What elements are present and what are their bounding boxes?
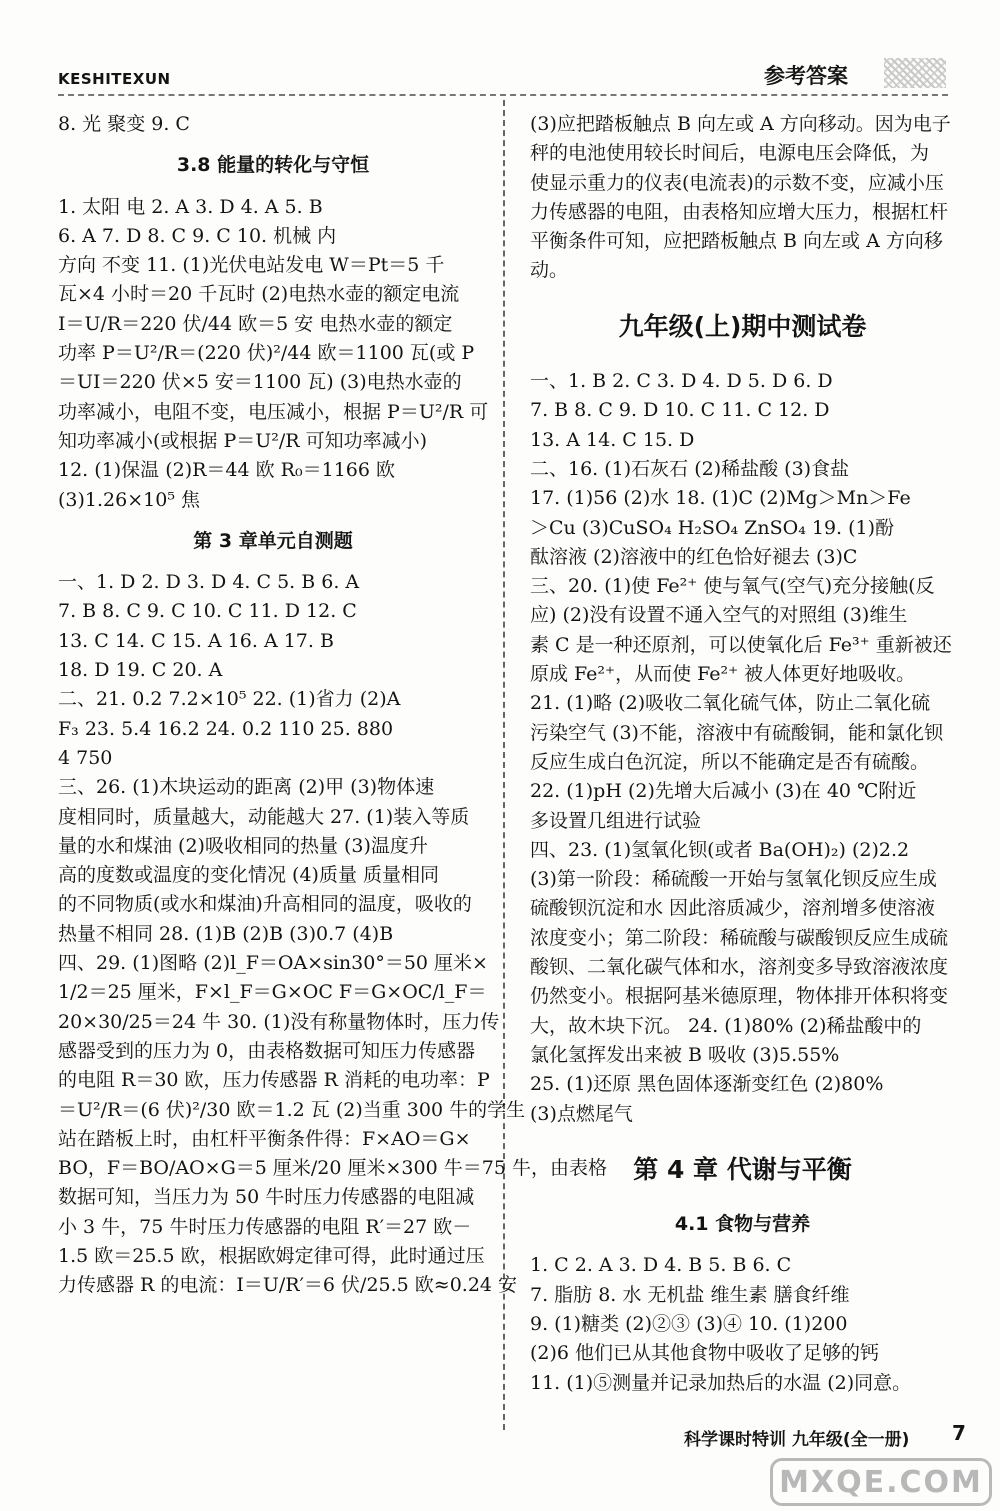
answer-line: 13. A 14. C 15. D [530, 428, 695, 451]
header-rule [58, 94, 948, 96]
answer-line: 三、20. (1)使 Fe²⁺ 使与氧气(空气)充分接触(反 [530, 575, 935, 598]
answer-line: 7. B 8. C 9. D 10. C 11. C 12. D [530, 399, 830, 422]
answer-line: 四、29. (1)图略 (2)l_F＝OA×sin30°＝50 厘米× [58, 952, 488, 975]
answer-line: 1.5 欧＝25.5 欧，根据欧姆定律可得，此时通过压 [58, 1244, 485, 1267]
answer-line: 多设置几组进行试验 [530, 809, 702, 832]
header-title: 参考答案 [764, 64, 848, 88]
answer-line: 12. (1)保温 (2)R＝44 欧 R₀＝1166 欧 [58, 459, 395, 482]
section-heading: 4.1 食物与营养 [674, 1213, 811, 1236]
footer-page-number: 7 [952, 1421, 966, 1445]
answer-line: 热量不相同 28. (1)B (2)B (3)0.7 (4)B [58, 922, 394, 945]
answer-line: 7. B 8. C 9. C 10. C 11. D 12. C [58, 600, 357, 623]
answer-line: ＞Cu (3)CuSO₄ H₂SO₄ ZnSO₄ 19. (1)酚 [530, 516, 895, 539]
answer-line: 21. (1)略 (2)吸收二氧化硫气体，防止二氧化硫 [530, 692, 931, 715]
answer-line: 4 750 [58, 746, 113, 769]
answer-line: 方向 不变 11. (1)光伏电站发电 W＝Pt＝5 千 [58, 254, 445, 277]
section-heading: 第 3 章单元自测题 [193, 529, 353, 552]
answer-line: F₃ 23. 5.4 16.2 24. 0.2 110 25. 880 [58, 717, 394, 740]
answer-line: 感器受到的压力为 0，由表格数据可知压力传感器 [58, 1039, 476, 1062]
chapter-heading: 第 4 章 代谢与平衡 [633, 1154, 852, 1184]
chapter-heading: 九年级(上)期中测试卷 [618, 311, 867, 341]
answer-line: 22. (1)pH (2)先增大后减小 (3)在 40 ℃附近 [530, 780, 917, 803]
answer-line: 氯化氢挥发出来被 B 吸收 (3)5.55% [530, 1043, 840, 1066]
answer-line: 三、26. (1)木块运动的距离 (2)甲 (3)物体速 [58, 776, 435, 799]
answer-line: (2)6 他们已从其他食物中吸收了足够的钙 [530, 1342, 880, 1365]
answer-line: 反应生成白色沉淀，所以不能确定是否有硫酸。 [530, 750, 930, 773]
right-column [530, 110, 955, 1398]
header-brand: KESHITEXUN [58, 70, 171, 88]
answer-line: 知功率减小(或根据 P＝U²/R 可知功率减小) [58, 429, 428, 452]
answer-line: 一、1. B 2. C 3. D 4. D 5. D 6. D [530, 370, 833, 393]
answer-line: 1. C 2. A 3. D 4. B 5. B 6. C [530, 1254, 792, 1277]
answer-line: 25. (1)还原 黑色固体逐渐变红色 (2)80% [530, 1073, 884, 1096]
answer-line: 的电阻 R＝30 欧，压力传感器 R 消耗的电功率：P [58, 1069, 490, 1092]
answer-line: 原成 Fe²⁺，从而使 Fe²⁺ 被人体更好地吸收。 [530, 663, 916, 686]
answer-line: ＝U²/R＝(6 伏)²/30 欧＝1.2 瓦 (2)当重 300 牛的学生 [58, 1098, 526, 1121]
answer-line: 二、21. 0.2 7.2×10⁵ 22. (1)省力 (2)A [58, 688, 401, 711]
answer-line: 的不同物质(或水和煤油)升高相同的温度，吸收的 [58, 893, 472, 916]
answer-line: 功率减小，电阻不变，电压减小，根据 P＝U²/R 可 [58, 400, 489, 423]
answer-line: 站在踏板上时，由杠杆平衡条件得：F×AO＝G× [58, 1127, 471, 1150]
answer-line: 仍然变小。根据阿基米德原理，物体排开体积将变 [530, 985, 949, 1008]
answer-line: (3)1.26×10⁵ 焦 [58, 488, 200, 511]
answer-line: 20×30/25＝24 牛 30. (1)没有称量物体时，压力传 [58, 1010, 500, 1033]
answer-line: 13. C 14. C 15. A 16. A 17. B [58, 629, 334, 652]
footer-book-title: 科学课时特训 九年级(全一册) [684, 1430, 910, 1450]
column-divider [503, 100, 505, 1430]
answer-line: 力传感器 R 的电流：I＝U/R′＝6 伏/25.5 欧≈0.24 安 [58, 1274, 518, 1297]
answer-line: 7. 脂肪 8. 水 无机盐 维生素 膳食纤维 [530, 1283, 850, 1306]
answer-line: 8. 光 聚变 9. C [58, 113, 190, 135]
answer-line: 功率 P＝U²/R＝(220 伏)²/44 欧＝1100 瓦(或 P [58, 342, 475, 365]
answer-line: 动。 [530, 259, 569, 282]
answer-line: 力传感器的电阻，由表格知应增大压力，根据杠杆 [530, 200, 949, 223]
answer-line: 1. 太阳 电 2. A 3. D 4. A 5. B [58, 195, 323, 218]
answer-line: 使显示重力的仪表(电流表)的示数不变，应减小压 [530, 171, 944, 194]
answer-line: 度相同时，质量越大，动能越大 27. (1)装入等质 [58, 805, 470, 828]
answer-line: ＝UI＝220 伏×5 安＝1100 瓦) (3)电热水壶的 [58, 371, 462, 394]
answer-line: 酞溶液 (2)溶液中的红色恰好褪去 (3)C [530, 545, 858, 568]
answer-line: (3)点燃尾气 [530, 1102, 633, 1125]
section-heading: 3.8 能量的转化与守恒 [176, 154, 370, 177]
answer-line: BO，F＝BO/AO×G＝5 厘米/20 厘米×300 牛＝75 牛，由表格 [58, 1157, 607, 1180]
answer-line: 秤的电池使用较长时间后，电源电压会降低，为 [530, 142, 930, 165]
watermark-logo: MXQE.COM [770, 1458, 992, 1506]
answer-line: 浓度变小；第二阶段：稀硫酸与碳酸钡反应生成硫 [530, 926, 949, 949]
answer-line: 量的水和煤油 (2)吸收相同的热量 (3)温度升 [58, 834, 428, 857]
answer-line: 素 C 是一种还原剂，可以使氧化后 Fe³⁺ 重新被还 [530, 633, 952, 656]
answer-line: 污染空气 (3)不能，溶液中有硫酸铜，能和氯化钡 [530, 721, 943, 744]
answer-line: 18. D 19. C 20. A [58, 659, 223, 682]
answer-line: 9. (1)糖类 (2)②③ (3)④ 10. (1)200 [530, 1312, 848, 1335]
answer-line: 应) (2)没有设置不通入空气的对照组 (3)维生 [530, 604, 908, 627]
answer-line: 17. (1)56 (2)水 18. (1)C (2)Mg＞Mn＞Fe [530, 487, 911, 510]
answer-line: 大，故木块下沉。 24. (1)80% (2)稀盐酸中的 [530, 1014, 922, 1037]
answer-line: 酸钡、二氧化碳气体和水，溶剂变多导致溶液浓度 [530, 956, 949, 979]
answer-line: 小 3 牛，75 牛时压力传感器的电阻 R′＝27 欧－ [58, 1215, 472, 1238]
answer-line: 11. (1)⑤测量并记录加热后的水温 (2)同意。 [530, 1371, 912, 1394]
answer-line: (3)第一阶段：稀硫酸一开始与氢氧化钡反应生成 [530, 868, 937, 891]
answer-line: 1/2＝25 厘米，F×l_F＝G×OC F＝G×OC/l_F＝ [58, 981, 487, 1004]
answer-line: 数据可知，当压力为 50 牛时压力传感器的电阻减 [58, 1186, 475, 1209]
answer-line: 6. A 7. D 8. C 9. C 10. 机械 内 [58, 224, 337, 247]
answer-line: 一、1. D 2. D 3. D 4. C 5. B 6. A [58, 571, 360, 594]
answer-line: 四、23. (1)氢氧化钡(或者 Ba(OH)₂) (2)2.2 [530, 838, 910, 861]
answer-line: 平衡条件可知，应把踏板触点 B 向左或 A 方向移 [530, 230, 943, 253]
answer-line: 硫酸钡沉淀和水 因此溶质减少，溶剂增多使溶液 [530, 897, 936, 920]
answer-line: 瓦×4 小时＝20 千瓦时 (2)电热水壶的额定电流 [58, 283, 460, 306]
header-pattern [884, 58, 946, 88]
answer-line: (3)应把踏板触点 B 向左或 A 方向移动。因为电子 [530, 113, 951, 135]
answer-line: I＝U/R＝220 伏/44 欧＝5 安 电热水壶的额定 [58, 312, 453, 335]
answer-line: 二、16. (1)石灰石 (2)稀盐酸 (3)食盐 [530, 457, 850, 480]
answer-line: 高的度数或温度的变化情况 (4)质量 质量相同 [58, 864, 439, 887]
